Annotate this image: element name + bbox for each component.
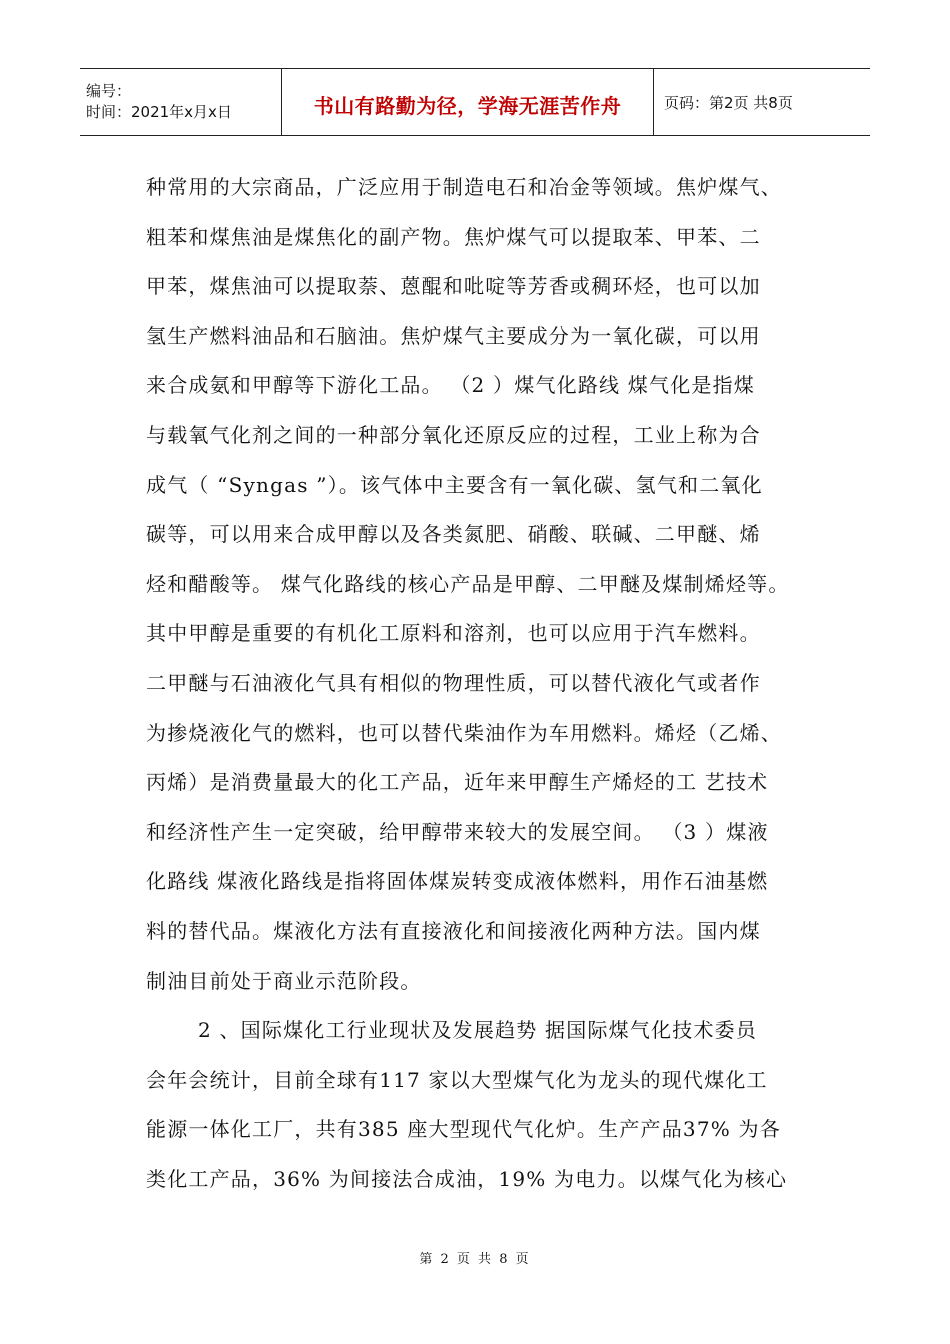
body-line: 和经济性产生一定突破，给甲醇带来较大的发展空间。 （3 ）煤液 — [146, 819, 769, 844]
body-line: 氢生产燃料油品和石脑油。焦炉煤气主要成分为一氧化碳，可以用 — [146, 323, 761, 348]
body-line: 料的替代品。煤液化方法有直接液化和间接液化两种方法。国内煤 — [146, 918, 761, 943]
body-line: 烃和醋酸等。 煤气化路线的核心产品是甲醇、二甲醚及煤制烯烃等。 — [146, 571, 790, 596]
body-line: 其中甲醇是重要的有机化工原料和溶剂，也可以应用于汽车燃料。 — [146, 621, 761, 646]
header-page-code: 页码：第2页 共8页 — [664, 93, 793, 112]
body-line: 能源一体化工厂，共有385 座大型现代气化炉。生产产品37% 为各 — [146, 1117, 781, 1142]
document-time-label: 时间：2021年x月x日 — [86, 103, 232, 121]
body-line: 制油目前处于商业示范阶段。 — [146, 968, 422, 993]
body-line: 类化工产品，36% 为间接法合成油，19% 为电力。以煤气化为核心 — [146, 1166, 788, 1191]
header-table — [80, 68, 870, 136]
document-body — [146, 163, 811, 1204]
body-line: 为掺烧液化气的燃料，也可以替代柴油作为车用燃料。烯烃（乙烯、 — [146, 720, 782, 745]
body-line: 会年会统计，目前全球有117 家以大型煤气化为龙头的现代煤化工 — [146, 1067, 768, 1092]
body-line: 粗苯和煤焦油是煤焦化的副产物。焦炉煤气可以提取苯、甲苯、二 — [146, 224, 761, 249]
header-motto: 书山有路勤为径，学海无涯苦作舟 — [313, 93, 622, 118]
body-line: 丙烯）是消费量最大的化工产品，近年来甲醇生产烯烃的工 艺技术 — [146, 770, 769, 795]
paragraph-2-first-line: 2 、国际煤化工行业现状及发展趋势 据国际煤气化技术委员 — [198, 1018, 758, 1043]
document-number-label: 编号： — [86, 82, 132, 100]
page-footer: 第 2 页 共 8 页 — [419, 1252, 531, 1267]
body-line: 成气（ “Syngas ”）。该气体中主要含有一氧化碳、氢气和二氧化 — [146, 472, 763, 497]
body-line: 与载氧气化剂之间的一种部分氧化还原反应的过程，工业上称为合 — [146, 422, 761, 447]
header-motto-cell — [282, 69, 654, 135]
body-line: 甲苯，煤焦油可以提取萘、蒽醌和吡啶等芳香或稠环烃，也可以加 — [146, 274, 761, 299]
header-meta-cell — [80, 69, 282, 135]
header-page-cell — [654, 69, 870, 135]
body-line: 二甲醚与石油液化气具有相似的物理性质，可以替代液化气或者作 — [146, 670, 761, 695]
body-line: 碳等，可以用来合成甲醇以及各类氮肥、硝酸、联碱、二甲醚、烯 — [146, 522, 761, 547]
body-line: 种常用的大宗商品，广泛应用于制造电石和冶金等领域。焦炉煤气、 — [146, 175, 782, 199]
body-line: 来合成氨和甲醇等下游化工品。 （2 ）煤气化路线 煤气化是指煤 — [146, 373, 755, 398]
body-line: 化路线 煤液化路线是指将固体煤炭转变成液体燃料，用作石油基燃 — [146, 869, 769, 894]
